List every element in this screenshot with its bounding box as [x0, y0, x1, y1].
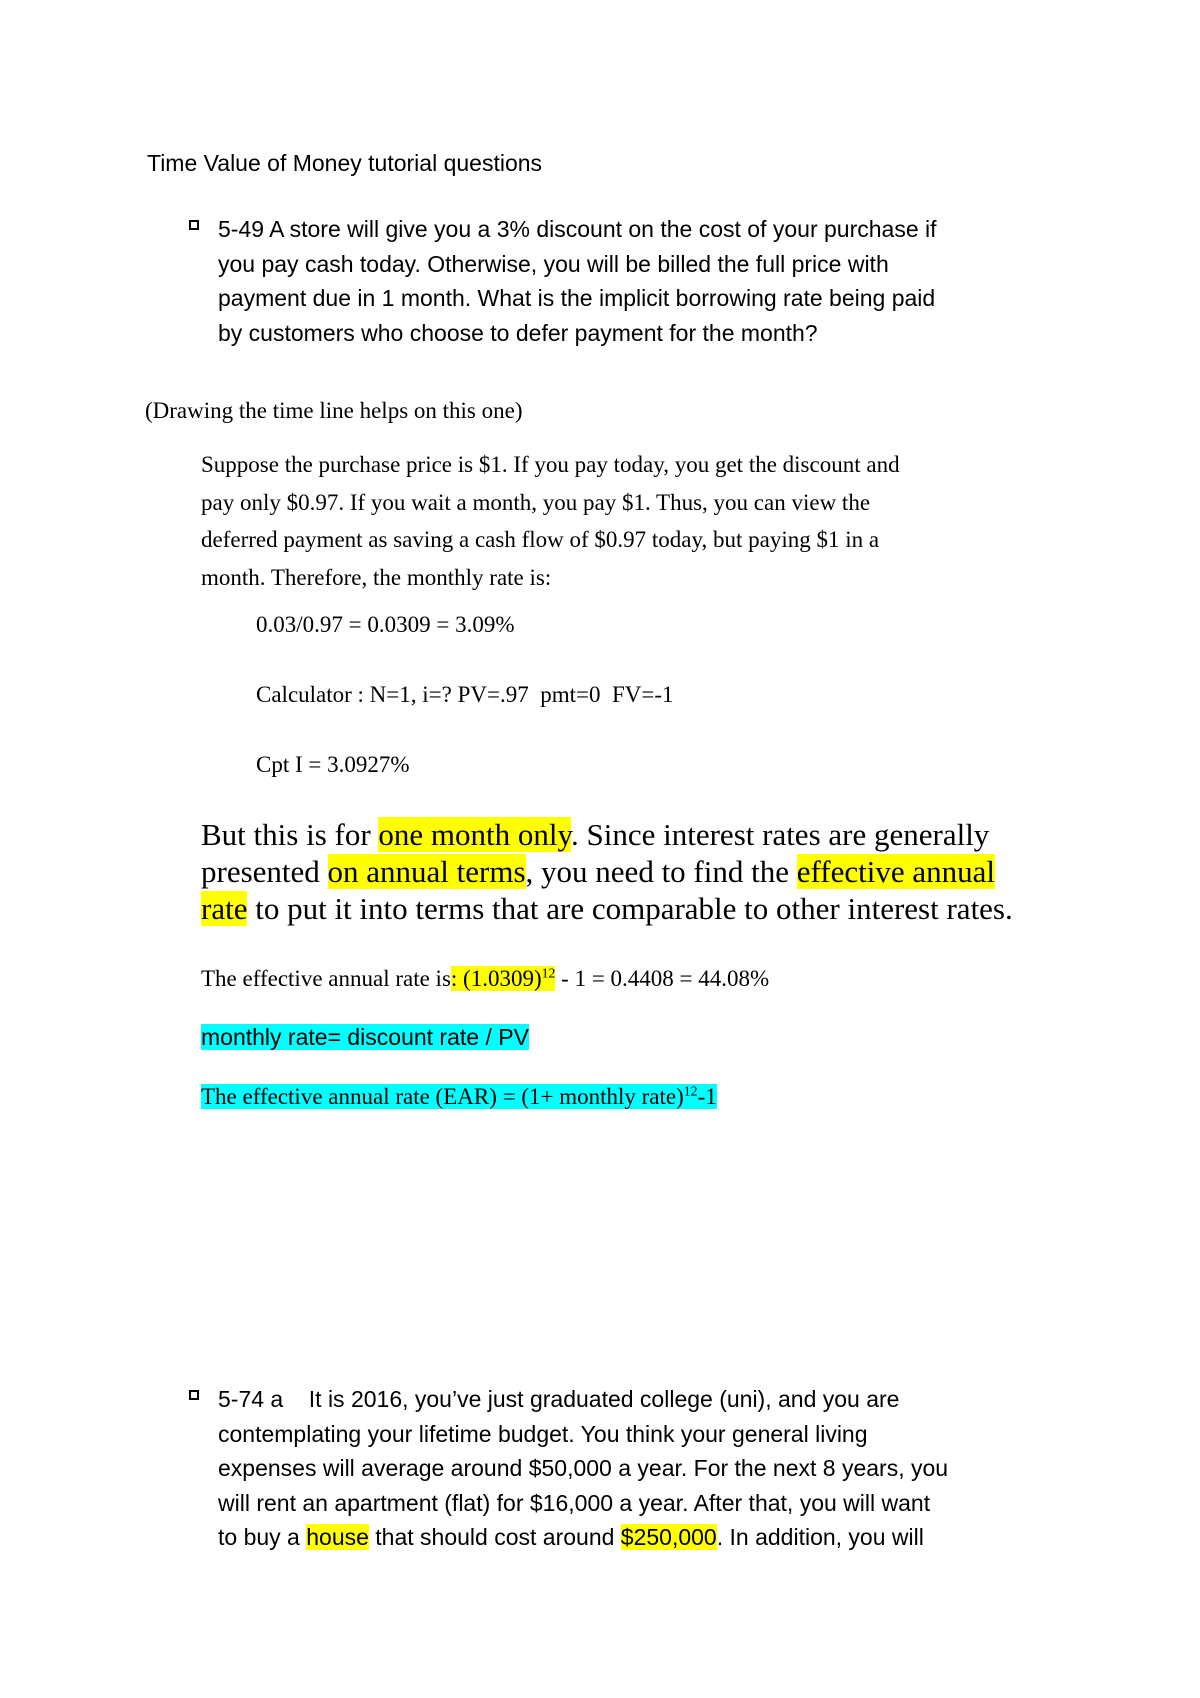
explanation-line-3	[201, 890, 1013, 927]
square-bullet-icon	[189, 1390, 199, 1400]
text-run: The effective annual rate is	[201, 966, 451, 991]
text-run: monthly rate= discount rate / PV	[201, 1024, 529, 1050]
annual-rate-explanation	[201, 816, 1013, 927]
answer-line: pay only $0.97. If you wait a month, you pay $1. Thus, you can view the	[201, 489, 871, 515]
highlight-one-month: one month only	[378, 817, 571, 852]
text-run: to put it into terms that are comparable to other interest rates.	[247, 891, 1013, 926]
page-title: Time Value of Money tutorial questions	[147, 150, 543, 176]
answer-line: deferred payment as saving a cash flow of $0.97 today, but paying $1 in a	[201, 527, 880, 552]
text-run: to buy a	[218, 1524, 307, 1550]
monthly-rate-formula	[201, 1024, 529, 1051]
text-run: But this is for	[201, 817, 379, 852]
highlight-house-price: $250,000	[620, 1524, 717, 1550]
answer-line: Suppose the purchase price is $1. If you pay today, you get the discount and	[201, 452, 900, 477]
exponent: 12	[683, 1083, 698, 1099]
question-line	[218, 1520, 948, 1555]
square-bullet-icon	[189, 220, 199, 230]
question-line: contemplating your lifetime budget. You think your general living	[218, 1420, 868, 1447]
explanation-line-2	[201, 853, 1013, 890]
highlight-annual-terms: on annual terms	[327, 854, 526, 889]
question-line: 5-74 a It is 2016, you’ve just graduated college (uni), and you are	[218, 1386, 900, 1412]
text-run: The effective annual rate (EAR) = (1+ monthly rate)	[201, 1084, 684, 1109]
text-run: , you need to find the	[525, 854, 797, 889]
ear-formula	[201, 1084, 717, 1110]
hint-text: (Drawing the time line helps on this one)	[145, 398, 523, 423]
ear-highlight	[451, 966, 556, 991]
text-run: that should cost around	[368, 1524, 621, 1550]
text-run: presented	[201, 854, 328, 889]
question-line: 5-49 A store will give you a 3% discount on the cost of your purchase if	[218, 216, 937, 242]
text-run: . Since interest rates are generally	[571, 817, 990, 852]
text-run: -1	[697, 1084, 717, 1109]
calculator-inputs: Calculator : N=1, i=? PV=.97 pmt=0 FV=-1	[256, 682, 674, 707]
text-run: (1.0309)	[457, 966, 542, 991]
question-line: by customers who choose to defer payment for the month?	[218, 319, 818, 346]
question-5-49	[218, 212, 937, 350]
text-run: - 1 = 0.4408 = 44.08%	[555, 966, 770, 991]
explanation-line-1	[201, 816, 1013, 853]
answer-line: month. Therefore, the monthly rate is:	[201, 564, 552, 590]
ear-formula-highlight	[201, 1084, 717, 1109]
highlight-rate: rate	[201, 891, 248, 926]
answer-paragraph	[201, 446, 900, 596]
exponent: 12	[541, 965, 556, 981]
calculator-result: Cpt I = 3.0927%	[256, 752, 410, 777]
question-line: payment due in 1 month. What is the implicit borrowing rate being paid	[218, 285, 936, 311]
question-line: you pay cash today. Otherwise, you will be billed the full price with	[218, 250, 889, 277]
question-line: will rent an apartment (flat) for $16,000 a year. After that, you will want	[218, 1489, 931, 1516]
calculation-ratio: 0.03/0.97 = 0.0309 = 3.09%	[256, 612, 515, 637]
question-line: expenses will average around $50,000 a year. For the next 8 years, you	[218, 1455, 949, 1481]
ear-result	[201, 966, 769, 992]
highlight-effective-annual: effective annual	[796, 854, 995, 889]
text-run: . In addition, you will	[716, 1524, 924, 1550]
text-run: :	[450, 966, 458, 991]
question-5-74a	[218, 1382, 948, 1555]
highlight-house: house	[306, 1524, 369, 1550]
